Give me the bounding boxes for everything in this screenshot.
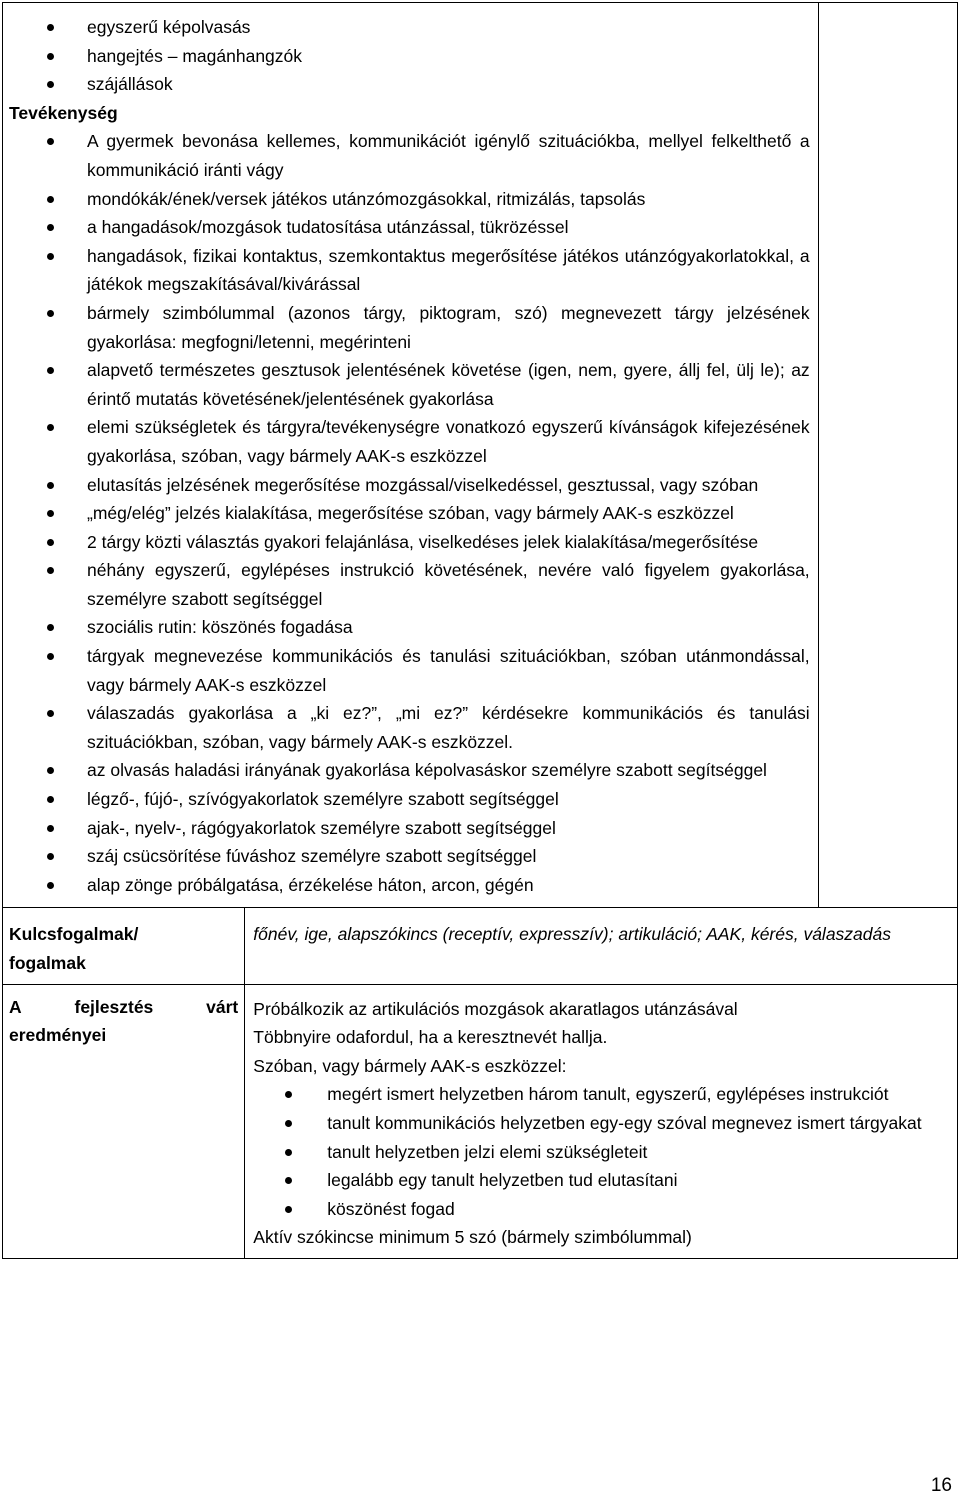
- list-item: hangejtés – magánhangzók: [9, 42, 812, 71]
- results-line: Próbálkozik az artikulációs mozgások akaratlagos utánzásával: [253, 998, 738, 1019]
- list-item: legalább egy tanult helyzetben tud elutasítani: [253, 1166, 951, 1195]
- keywords-cell: [245, 908, 958, 984]
- list-item: A gyermek bevonása kellemes, kommunikációt igénylő szituációkba, mellyel felkelthető a kommunikáció iránti vágy: [9, 127, 812, 184]
- list-item: az olvasás haladási irányának gyakorlása képolvasáskor személyre szabott segítséggel: [9, 756, 812, 785]
- activity-row: [3, 3, 958, 908]
- list-item: hangadások, fizikai kontaktus, szemkontaktus megerősítése játékos utánzógyakorlatokkal, a játékok megszakításával/kivárással: [9, 242, 812, 299]
- list-item: bármely szimbólummal (azonos tárgy, piktogram, szó) megnevezett tárgy jelzésének gyakorlása: megfogni/letenni, megérinteni: [9, 299, 812, 356]
- keywords-text: főnév, ige, alapszókincs (receptív, expresszív); artikuláció; AAK, kérés, válaszadás: [253, 924, 892, 945]
- list-item: elutasítás jelzésének megerősítése mozgással/viselkedéssel, gesztussal, vagy szóban: [9, 471, 812, 500]
- list-item: alap zönge próbálgatása, érzékelése háton, arcon, gégén: [9, 871, 812, 900]
- results-list: [253, 1080, 951, 1223]
- list-item: szociális rutin: köszönés fogadása: [9, 613, 812, 642]
- list-item: száj csücsörítése fúváshoz személyre szabott segítséggel: [9, 842, 812, 871]
- list-item: légző-, fújó-, szívógyakorlatok személyre szabott segítséggel: [9, 785, 812, 814]
- list-item: mondókák/ének/versek játékos utánzómozgásokkal, ritmizálás, tapsolás: [9, 185, 812, 214]
- curriculum-table: [2, 2, 958, 1259]
- list-item: alapvető természetes gesztusok jelentésének követése (igen, nem, gyere, állj fel, ülj le); az érintő mutatás követésének/jelentésének gyakorlása: [9, 356, 812, 413]
- list-item: tanult kommunikációs helyzetben egy-egy szóval megnevez ismert tárgyakat: [253, 1109, 951, 1138]
- keywords-label-cell: [3, 908, 245, 984]
- list-item: egyszerű képolvasás: [9, 13, 812, 42]
- results-cell: [245, 984, 958, 1258]
- list-item: néhány egyszerű, egylépéses instrukció követésének, nevére való figyelem gyakorlása, személyre szabott segítséggel: [9, 556, 812, 613]
- keywords-row: [3, 908, 958, 984]
- results-line: Szóban, vagy bármely AAK-s eszközzel:: [253, 1055, 567, 1076]
- top-list: [9, 13, 812, 99]
- list-item: tanult helyzetben jelzi elemi szükségleteit: [253, 1138, 951, 1167]
- results-label-cell: [3, 984, 245, 1258]
- results-row: [3, 984, 958, 1258]
- page-number: 16: [930, 1475, 952, 1496]
- list-item: köszönést fogad: [253, 1195, 951, 1224]
- list-item: ajak-, nyelv-, rágógyakorlatok személyre szabott segítséggel: [9, 814, 812, 843]
- list-item: szájállások: [9, 70, 812, 99]
- list-item: „még/elég” jelzés kialakítása, megerősítése szóban, vagy bármely AAK-s eszközzel: [9, 499, 812, 528]
- list-item: megért ismert helyzetben három tanult, egyszerű, egylépéses instrukciót: [253, 1080, 951, 1109]
- activity-cell: [3, 3, 819, 908]
- keywords-label: Kulcsfogalmak/: [9, 924, 139, 945]
- list-item: tárgyak megnevezése kommunikációs és tanulási szituációkban, szóban utánmondással, vagy bármely AAK-s eszközzel: [9, 642, 812, 699]
- results-label-line1: [9, 993, 238, 1022]
- list-item: válaszadás gyakorlása a „ki ez?”, „mi ez?” kérdésekre kommunikációs és tanulási szituációkban, szóban, vagy bármely AAK-s eszközzel.: [9, 699, 812, 756]
- keywords-label-line2: fogalmak: [9, 953, 86, 973]
- results-label-line2: eredményei: [9, 1025, 107, 1046]
- results-line: Többnyire odafordul, ha a keresztnevét hallja.: [253, 1027, 608, 1048]
- activity-list: [9, 127, 812, 899]
- results-label-word: várt: [206, 996, 239, 1017]
- list-item: elemi szükségletek és tárgyra/tevékenységre vonatkozó egyszerű kívánságok kifejezésének gyakorlása, szóban, vagy bármely AAK-s eszközzel: [9, 413, 812, 470]
- section-heading: Tevékenység: [9, 102, 118, 123]
- list-item: 2 tárgy közti választás gyakori felajánlása, viselkedéses jelek kialakítása/megerősítése: [9, 528, 812, 557]
- list-item: a hangadások/mozgások tudatosítása utánzással, tükrözéssel: [9, 213, 812, 242]
- results-label-word: fejlesztés: [74, 996, 154, 1017]
- results-last-line: Aktív szókincse minimum 5 szó (bármely szimbólummal): [253, 1227, 692, 1248]
- empty-side-cell: [818, 3, 957, 908]
- results-label-word: A: [9, 996, 22, 1017]
